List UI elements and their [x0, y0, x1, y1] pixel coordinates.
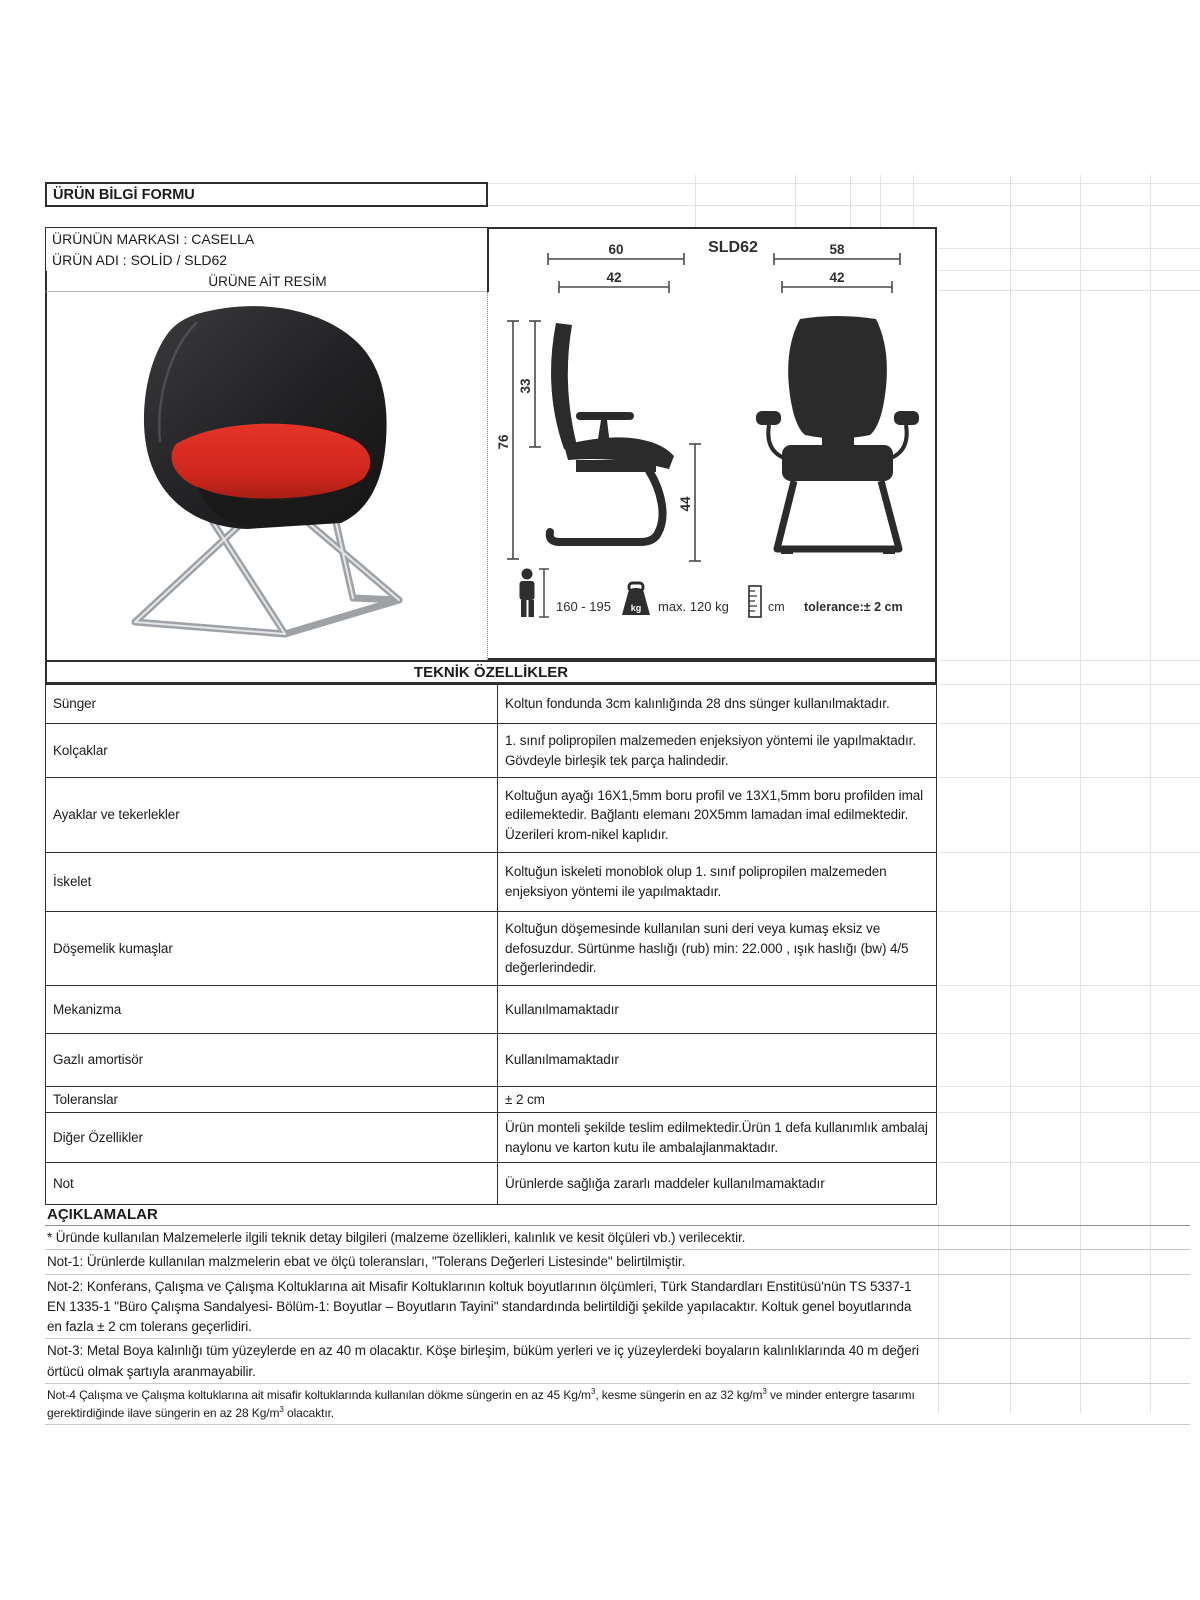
- form-title: ÜRÜN BİLGİ FORMU: [45, 182, 488, 207]
- dim-33: 33: [518, 378, 533, 394]
- dim-42-front: 42: [829, 270, 845, 285]
- spec-value: ± 2 cm: [498, 1087, 937, 1113]
- note-item: [45, 1250, 1190, 1274]
- spec-value: Koltun fondunda 3cm kalınlığında 28 dns sünger kullanılmaktadır.: [498, 685, 937, 724]
- legend: [520, 569, 903, 618]
- dim-lines-side: [507, 253, 701, 561]
- weight-icon: [622, 583, 650, 615]
- table-row: [46, 1087, 937, 1113]
- image-caption: ÜRÜNE AİT RESİM: [45, 271, 488, 292]
- tolerance-label: tolerance:± 2 cm: [804, 600, 903, 614]
- table-row: [46, 1163, 937, 1205]
- spec-label: Toleranslar: [46, 1087, 498, 1113]
- technical-drawing-cell: [488, 227, 937, 660]
- spec-value: Ürün monteli şekilde teslim edilmektedir.Ürün 1 defa kullanımlık ambalaj naylonu ve karton kutu ile ambalajlanmaktadır.: [498, 1113, 937, 1163]
- product-name-cell: ÜRÜN ADI : SOLİD / SLD62: [45, 249, 488, 272]
- model-code: SLD62: [708, 239, 758, 256]
- dim-76: 76: [496, 434, 511, 450]
- dim-60: 60: [608, 242, 624, 257]
- spec-value: Koltuğun ayağı 16X1,5mm boru profil ve 13X1,5mm boru profilden imal edilemektedir. Bağlantı elemanı 20X5mm lamadan imal edilmektedir. Üzerileri krom-nikel kaplıdır.: [498, 778, 937, 853]
- table-row: [46, 685, 937, 724]
- table-row: [46, 912, 937, 986]
- product-photo-chair: [47, 292, 490, 660]
- dim-42-side: 42: [606, 270, 622, 285]
- front-view-chair: [756, 316, 919, 554]
- technical-drawing: [488, 229, 935, 658]
- notes-title: AÇIKLAMALAR: [45, 1204, 1190, 1226]
- diagram-left-border: [487, 227, 489, 292]
- spec-value: Koltuğun iskeleti monoblok olup 1. sınıf polipropilen malzemeden enjeksiyon yöntemi ile yapılmaktadır.: [498, 853, 937, 912]
- spec-value: Kullanılmamaktadır: [498, 986, 937, 1034]
- dim-58: 58: [829, 242, 845, 257]
- weight-kg-label: kg: [630, 603, 642, 613]
- spec-value: 1. sınıf polipropilen malzemeden enjeksiyon yöntemi ile yapılmaktadır. Gövdeyle birleşik tek parça halindedir.: [498, 724, 937, 778]
- spec-value: Ürünlerde sağlığa zararlı maddeler kullanılmamaktadır: [498, 1163, 937, 1205]
- brand-cell: ÜRÜNÜN MARKASI : CASELLA: [45, 227, 488, 250]
- spec-label: Mekanizma: [46, 986, 498, 1034]
- specs-title: TEKNİK ÖZELLİKLER: [45, 660, 937, 684]
- table-row: [46, 986, 937, 1034]
- note-text: Not-3: Metal Boya kalınlığı tüm yüzeylerde en az 40 m olacaktır. Köşe birleşim, büküm yerleri ve iç yüzeylerdeki boyaların kalınlıklarında 40 m değeri örtücü olmak şartıyla aranmayabilir.: [47, 1343, 919, 1379]
- ruler-icon: [749, 586, 761, 617]
- note-item-4: [45, 1384, 1190, 1425]
- table-row: [46, 1113, 937, 1163]
- note-text: Not-1: Ürünlerde kullanılan malzmelerin ebat ve ölçü toleransları, "Tolerans Değerleri Listesinde" belirtilmiştir.: [47, 1254, 686, 1270]
- spec-value: Kullanılmamaktadır: [498, 1034, 937, 1087]
- table-row: [46, 853, 937, 912]
- note-item: [45, 1339, 1190, 1384]
- table-row: [46, 778, 937, 853]
- spec-label: Sünger: [46, 685, 498, 724]
- note-text: Not-2: Konferans, Çalışma ve Çalışma Koltuklarına ait Misafir Koltuklarının koltuk boyutlarının ölçümleri, Türk Standardları Enstitüsü'nün TS 5337-1 EN 1335-1 "Büro Çalışma Sandalyesi- Bölüm-1: Boyutlar – Boyutların Tayini" standardında belirtildiği şekilde yapılacaktır. Koltuk genel boyutlarında en fazla ± 2 cm tolerans geçerlidiri.: [47, 1278, 912, 1334]
- side-view-chair: [550, 323, 674, 542]
- spec-label: Gazlı amortisör: [46, 1034, 498, 1087]
- product-photo-cell: [45, 292, 488, 660]
- spec-label: Ayaklar ve tekerlekler: [46, 778, 498, 853]
- dim-44: 44: [678, 496, 693, 512]
- unit-label: cm: [768, 600, 785, 614]
- table-row: [46, 1034, 937, 1087]
- spec-label: Döşemelik kumaşlar: [46, 912, 498, 986]
- notes-section: [45, 1204, 1190, 1425]
- note-item: [45, 1275, 1190, 1340]
- note-text: Not-4 Çalışma ve Çalışma koltuklarına ait misafir koltuklarında kullanılan dökme süngerin en az 45 $Kg/m^3$, kesme süngerin en az 32 $kg/m^3$ ve minder entergre tasarımı gerektirdiğinde ilave süngerin en az 28 $Kg/m^3$ olacaktır.: [47, 1386, 915, 1421]
- note-item: [45, 1226, 1190, 1250]
- spec-label: Not: [46, 1163, 498, 1205]
- spec-label: Kolçaklar: [46, 724, 498, 778]
- note-text: * Üründe kullanılan Malzemelerle ilgili teknik detay bilgileri (malzeme özellikleri, kalınlık ve kesit ölçüleri vb.) verilecektir.: [47, 1230, 746, 1245]
- specs-table: [45, 684, 937, 1205]
- person-dim-line: [539, 569, 549, 617]
- person-icon: [520, 569, 535, 618]
- table-row: [46, 724, 937, 778]
- height-range-label: 160 - 195: [556, 599, 611, 614]
- max-weight-label: max. 120 kg: [658, 599, 729, 614]
- spec-label: İskelet: [46, 853, 498, 912]
- seat-cushion: [172, 424, 371, 499]
- spec-label: Diğer Özellikler: [46, 1113, 498, 1163]
- spec-value: Koltuğun döşemesinde kullanılan suni deri veya kumaş eksiz ve defosuzdur. Sürtünme haslığı (rub) min: 22.000 , ışık haslığı (bw) 4/5 değerlerindedir.: [498, 912, 937, 986]
- chrome-legs: [135, 516, 399, 634]
